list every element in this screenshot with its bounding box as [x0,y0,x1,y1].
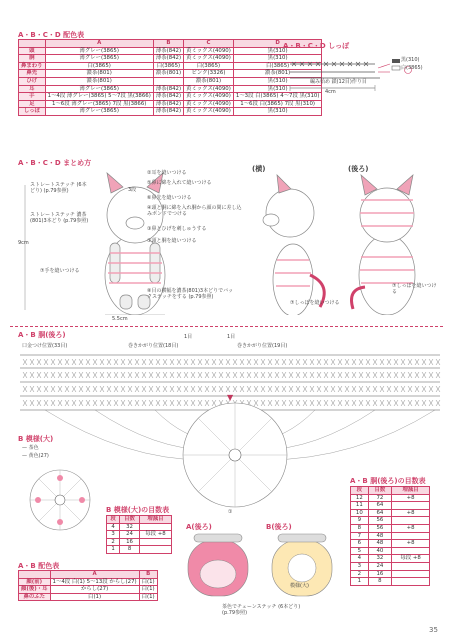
table-cell: 2 [107,538,120,546]
table-row [19,108,322,116]
table-header: B [139,571,157,579]
row-label: 耳 [19,85,46,93]
body-chart-title: A・B 胴(後ろ) [18,331,66,339]
table-cell: 24 [368,562,391,570]
pattern-big-title: B 模様(大) [18,435,54,443]
table-row [351,524,430,532]
table-cell: 1〜6段 薄グレー(3865) 7段 黒(3866) [45,100,153,108]
table-cell: 濃茶(801) [233,70,322,78]
page-number: 35 [429,626,438,634]
pouch-b-label: B(後ろ) [266,523,292,531]
table-header [19,571,51,579]
table-cell [392,578,430,586]
table-cell: 2 [351,570,369,578]
table-header: 目数 [368,487,391,495]
table-row [351,547,430,555]
table-cell: 薄グレー(3865) [45,55,153,63]
pattern-big-table-title: B 模様(大)の目数表 [106,506,170,514]
table-row [19,93,322,101]
table-header: 増減目 [139,516,171,524]
row-label: しっぽ [19,108,46,116]
row-label: 足 [19,100,46,108]
stitch-note-1: ストレートステッチ (6本どり) (p.79参照) [30,182,87,194]
side-label: (横) [252,165,266,173]
table-cell: 濃茶(801) [45,77,153,85]
tail-title: A・B・C・D しっぽ [283,42,350,50]
table-cell: 濃茶(801) [184,77,234,85]
table-cell: 黄ミックス(4090) [184,108,234,116]
table-cell: 白(3865) [184,62,234,70]
note-nosetip: ⑥鼻先を縫いつける [147,195,192,201]
table-row [19,586,158,594]
table-row [351,570,430,578]
pattern-legend-yellow: — 黄色(27) [22,453,49,459]
stitch-note-2: ストレートステッチ 濃茶(801)3本どり (p.79参照) [30,212,89,224]
table-row [19,85,322,93]
label-1st-a: 1目 [184,334,193,340]
table-cell: 白(1) [139,593,157,601]
assembly-title: A・B・C・D まとめ方 [18,159,92,167]
row-label: 手 [19,93,46,101]
table-row [351,532,430,540]
table-cell: 黄ミックス(4090) [184,47,234,55]
table-cell: 24 [120,531,140,539]
table-cell: 白(1) [50,593,139,601]
tail-note: 編み始め 鎖(12目)作り目 [310,79,367,85]
table-cell: 黒(310) [233,77,322,85]
pouch-bottom-note: 茶色でチェーンステッチ (6本どり) (p.79参照) [222,604,301,616]
table-header: D [233,40,322,48]
tail-legend-white: 白(3865) [401,65,423,71]
pouch-a-label: A(後ろ) [186,523,212,531]
table-cell: 12 [351,494,369,502]
note-tail-back: ⑦しっぽを縫いつける [392,283,437,295]
color-table-title: A・B・C・D 配色表 [18,31,85,39]
table-cell: 1〜6段 白(3865) 7段 黒(310) [233,100,322,108]
note-stuff: ④頭と胴に綿を入れ胴から顔の間に差し込みボンドでつける [147,205,242,217]
table-row [19,100,322,108]
table-cell: +8 [392,509,430,517]
table-cell: 黄ミックス(4090) [184,85,234,93]
table-cell: 56 [368,524,391,532]
table-header [19,40,46,48]
table-cell: 1 [107,546,120,554]
row-label: ひげ [19,77,46,85]
note-ear: ②耳を縫いつける [147,170,187,176]
note-hand: ⑦手を縫いつける [40,268,80,274]
row-label: 顔(後)・耳 [19,586,51,594]
table-cell: からし(27) [50,586,139,594]
row-label: 胴 [19,55,46,63]
table-cell: 7 [351,532,369,540]
row-label: 頭 [19,47,46,55]
label-whip-1: 巻きかがり位置(18目) [128,343,179,349]
table-cell: 黄ミックス(4090) [184,93,234,101]
table-cell: 1〜4段 白(1) 5〜13段 からし(27) [50,578,139,586]
table-row [19,70,322,78]
table-cell: 1〜3段 白(3865) 4〜7段 黒(310) [233,93,322,101]
note-sew-head: ①頭と胴を縫いつける [147,238,197,244]
table-cell: 8 [120,546,140,554]
table-cell: 薄グレー(3865) [45,108,153,116]
table-row [351,517,430,525]
table-cell: 1 [351,578,369,586]
table-header: A [50,571,139,579]
table-cell: 黄ミックス(4090) [184,100,234,108]
note-backstitch: ⑧目の横幅を濃茶(801)3本どりでバックステッチをする (p.79参照) [147,288,234,300]
table-row [107,546,172,554]
note-tail-side: ⑦しっぽを縫いつける [290,300,340,306]
table-row [19,593,158,601]
table-cell: 濃茶(801) [153,70,183,78]
dim-width: 5.5cm [112,316,128,322]
label-1st-b: 1目 [227,334,236,340]
note-embroider: ③鼻とひげを刺しゅうする [147,226,207,232]
table-cell: 8 [368,578,391,586]
table-cell: 40 [368,547,391,555]
pattern-legend-brown: — 茶色 [22,445,39,451]
table-row [107,538,172,546]
table-cell: 薄グレー(3865) [45,85,153,93]
pattern-big-table [106,515,172,554]
table-cell: 薄茶(842) [153,93,183,101]
table-cell: 16 [120,538,140,546]
pouch-mark: ① [228,509,233,515]
table-row [351,562,430,570]
table-cell: 白(1) [139,578,157,586]
tail-length: 4cm [325,89,336,95]
table-row [351,509,430,517]
pouch-illustration [180,532,340,612]
row-label: 顔(前) [19,578,51,586]
table-cell: 1〜4段 薄グレー(3865) 5〜7段 黒(3866) [45,93,153,101]
table-header: 目数 [120,516,140,524]
table-cell: 16 [368,570,391,578]
table-row [351,540,430,548]
table-cell [139,523,171,531]
table-cell: 4 [107,523,120,531]
table-row [19,77,322,85]
table-row [19,62,322,70]
table-cell: 5 [351,547,369,555]
table-cell: 薄グレー(3865) [45,47,153,55]
table-cell: 3 [107,531,120,539]
note-nose: ⑤鼻に綿を入れて縫いつける [147,180,212,186]
table-header: A [45,40,153,48]
table-header: C [184,40,234,48]
tail-legend-black: 黒(310) [401,57,420,63]
table-cell: 薄茶(842) [153,100,183,108]
table-cell: 32 [120,523,140,531]
table-cell [392,562,430,570]
table-row [107,523,172,531]
table-cell [392,570,430,578]
table-cell: 白(3865) [153,62,183,70]
table-cell: +8 [392,494,430,502]
table-cell [392,547,430,555]
back-label: (後ろ) [348,165,369,173]
pouch-pattern-label: 模様(大) [290,583,309,589]
table-cell: 黒(310) [233,85,322,93]
back-table-title: A・B 胴(後ろ)の目数表 [350,477,426,485]
table-cell: 白(3865) [45,62,153,70]
table-row [351,555,430,563]
stitch-note-rows: 3段 [128,187,137,193]
table-cell: 9 [351,517,369,525]
table-cell: 薄茶(842) [153,108,183,116]
table-cell: +8 [392,540,430,548]
table-cell: 薄茶(842) [153,85,183,93]
color-table [18,39,322,116]
table-cell: ピンク(3326) [184,70,234,78]
tail-chart [280,50,445,95]
table-cell: 32 [368,555,391,563]
table-cell: 白(3865) [233,62,322,70]
table-row [351,578,430,586]
table-row [351,494,430,502]
table-cell: 48 [368,532,391,540]
table-cell: 4 [351,555,369,563]
bottom-color-table-title: A・B 配色表 [18,562,60,570]
section-divider [10,326,443,327]
row-label: 鼻先 [19,70,46,78]
row-label: 鼻まわり [19,62,46,70]
table-cell: 毎段 +8 [392,555,430,563]
table-cell [139,546,171,554]
table-cell [153,77,183,85]
table-header: 段 [107,516,120,524]
label-mouth-position: 口金つけ位置(33目) [22,343,68,349]
table-cell: 8 [351,524,369,532]
table-cell: 72 [368,494,391,502]
table-cell: 56 [368,517,391,525]
table-cell [392,532,430,540]
table-row [19,55,322,63]
table-header: 増減目 [392,487,430,495]
table-row [19,47,322,55]
bottom-color-table [18,570,158,601]
back-table [350,486,430,586]
table-cell: 濃茶(801) [45,70,153,78]
svg-text:▼: ▼ [227,393,234,402]
table-cell: 毎段 +8 [139,531,171,539]
table-row [351,502,430,510]
table-row [19,578,158,586]
table-cell: 64 [368,502,391,510]
table-cell: 薄茶(842) [153,47,183,55]
table-header: 段 [351,487,369,495]
table-cell: 10 [351,509,369,517]
pattern-big-chart [20,460,100,540]
row-label: 鼻のふた [19,593,51,601]
table-cell: 黄ミックス(4090) [184,55,234,63]
dim-height: 9cm [18,240,29,246]
table-cell: 64 [368,509,391,517]
table-cell: 3 [351,562,369,570]
table-cell [139,538,171,546]
table-cell: 黒(310) [233,47,322,55]
table-cell: 白(1) [139,586,157,594]
label-whip-2: 巻きかがり位置(19目) [237,343,288,349]
table-cell: +8 [392,524,430,532]
table-cell: 11 [351,502,369,510]
table-cell: 黒(310) [233,55,322,63]
table-cell: 黒(310) [233,108,322,116]
table-header: B [153,40,183,48]
table-row [107,531,172,539]
table-cell [392,517,430,525]
table-cell [392,502,430,510]
table-cell: 6 [351,540,369,548]
table-cell: 48 [368,540,391,548]
table-cell: 薄茶(842) [153,55,183,63]
